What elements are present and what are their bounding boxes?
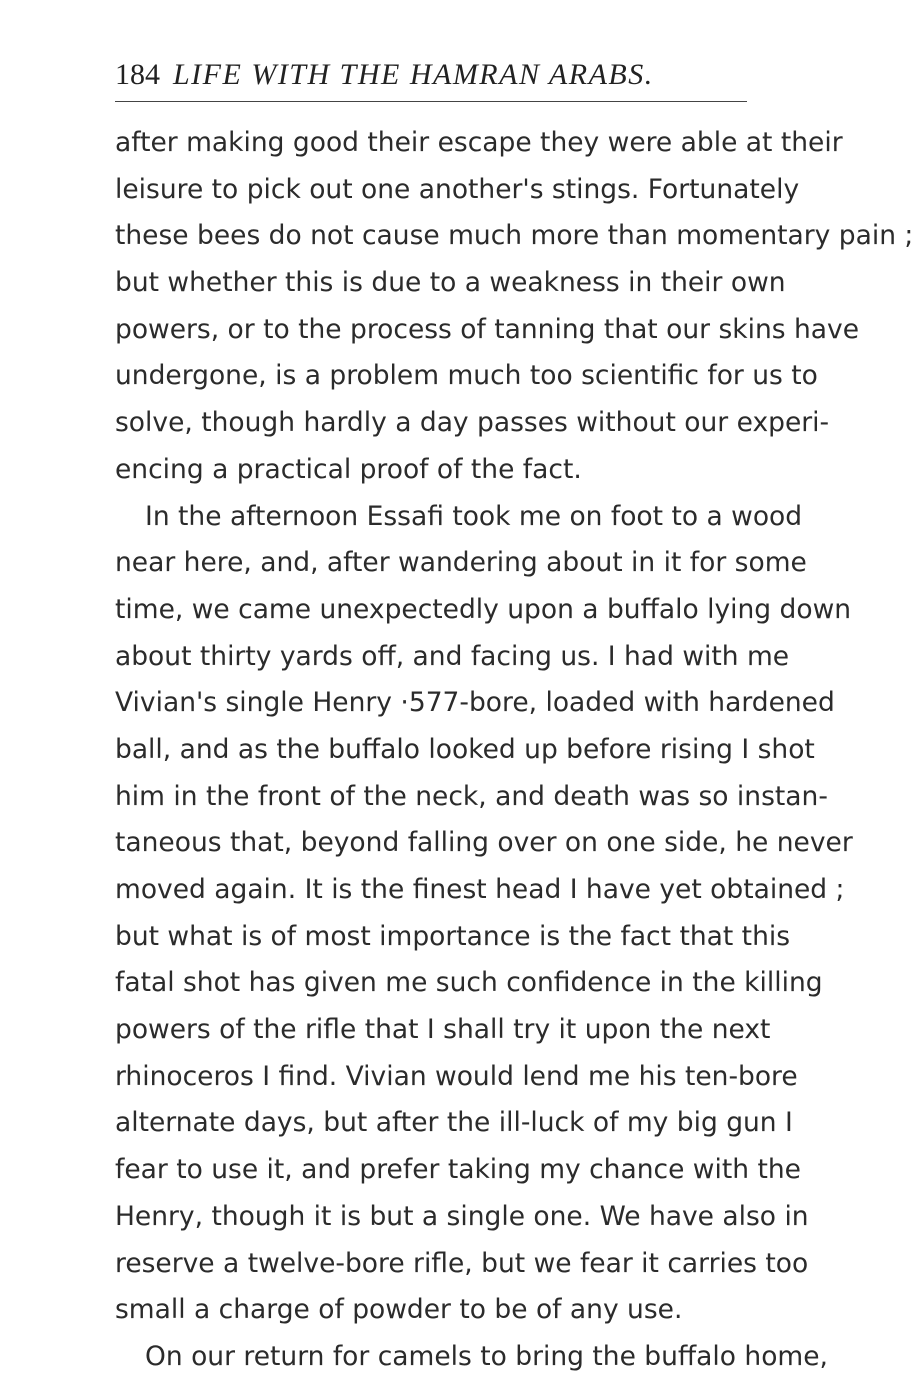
text-line: these bees do not cause much more than momentary pain ;: [115, 220, 913, 252]
body-text: [115, 120, 913, 1381]
text-line: rhinoceros I find. Vivian would lend me his ten-bore: [115, 1060, 798, 1092]
text-line: ball, and as the buffalo looked up before rising I shot: [115, 733, 815, 765]
text-line: small a charge of powder to be of any use.: [115, 1294, 683, 1326]
text-line: solve, though hardly a day passes without our experi-: [115, 407, 830, 439]
text-line: powers of the rifle that I shall try it upon the next: [115, 1014, 771, 1046]
text-line: about thirty yards off, and facing us. I had with me: [115, 640, 790, 672]
text-line: him in the front of the neck, and death was so instan-: [115, 780, 828, 812]
text-line: but whether this is due to a weakness in their own: [115, 267, 786, 299]
text-line: moved again. It is the finest head I have yet obtained ;: [115, 874, 845, 905]
running-head: [115, 58, 755, 98]
text-line: In the afternoon Essafi took me on foot to a wood: [145, 500, 803, 532]
text-line: taneous that, beyond falling over on one side, he never: [115, 827, 853, 859]
text-line: fatal shot has given me such confidence in the killing: [115, 967, 823, 999]
text-line: undergone, is a problem much too scientific for us to: [115, 360, 818, 392]
header-rule: [115, 101, 747, 102]
text-line: after making good their escape they were able at their: [115, 127, 843, 158]
text-line: On our return for camels to bring the buffalo home,: [145, 1340, 828, 1372]
text-line: Vivian's single Henry ·577-bore, loaded with hardened: [115, 687, 835, 719]
text-line: reserve a twelve-bore rifle, but we fear it carries too: [115, 1247, 809, 1279]
text-line: but what is of most importance is the fact that this: [115, 920, 791, 952]
text-line: leisure to pick out one another's stings. Fortunately: [115, 173, 800, 205]
page-number: 184: [115, 58, 160, 91]
text-line: time, we came unexpectedly upon a buffalo lying down: [115, 593, 852, 625]
text-line: near here, and, after wandering about in it for some: [115, 547, 807, 579]
text-line: alternate days, but after the ill-luck of my big gun I: [115, 1107, 793, 1139]
text-line: Henry, though it is but a single one. We have also in: [115, 1200, 809, 1232]
text-line: powers, or to the process of tanning that our skins have: [115, 313, 860, 345]
text-line: encing a practical proof of the fact.: [115, 453, 582, 485]
running-title: LIFE WITH THE HAMRAN ARABS.: [173, 58, 654, 91]
text-line: fear to use it, and prefer taking my chance with the: [115, 1154, 801, 1186]
